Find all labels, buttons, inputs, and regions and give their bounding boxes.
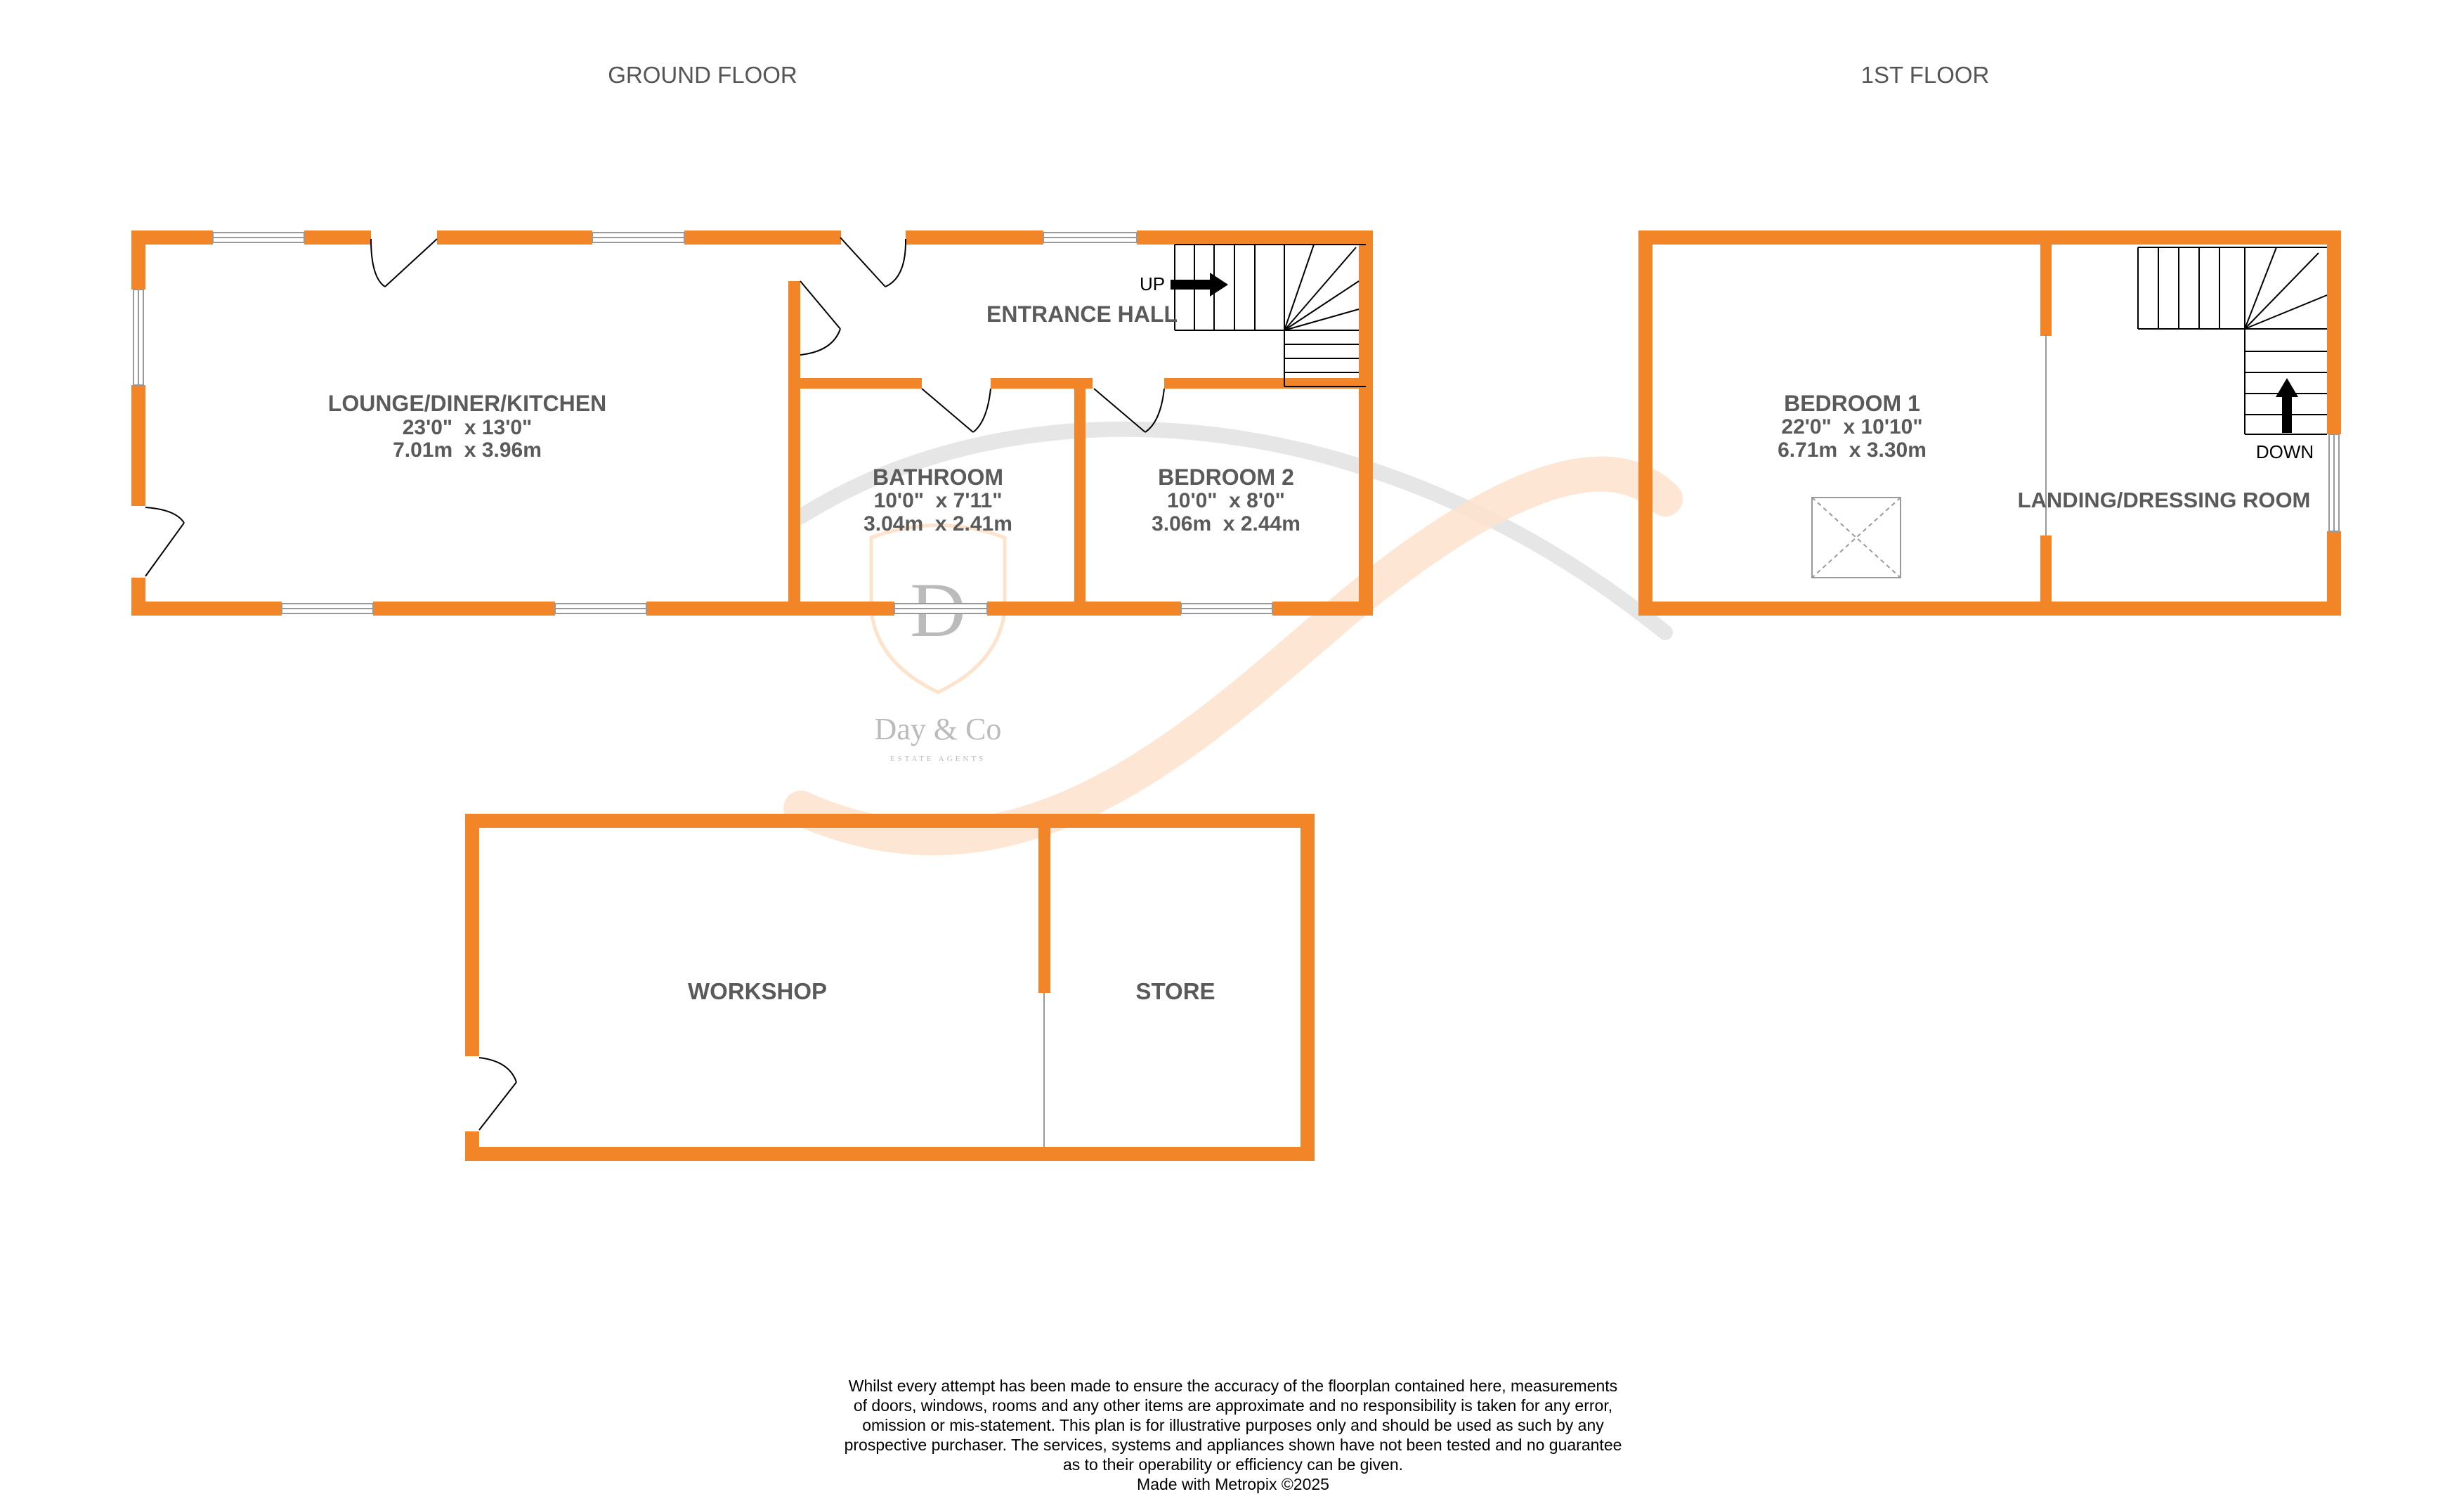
stairs-down-label: DOWN: [2255, 441, 2314, 462]
lounge-name: LOUNGE/DINER/KITCHEN: [327, 391, 607, 416]
first-floor-title: 1ST FLOOR: [1860, 62, 1990, 88]
staircase-first: [2138, 247, 2327, 434]
disclaimer-line: of doors, windows, rooms and any other items are approximate and no responsibility is taken for any error,: [853, 1396, 1613, 1415]
stairs-down-arrow-icon: [2276, 378, 2298, 433]
bedroom-2-imperial: 10'0" x 8'0": [1167, 489, 1285, 512]
bedroom-2-metric: 3.06m x 2.44m: [1152, 512, 1301, 535]
bedroom-1-name: BEDROOM 1: [1784, 391, 1920, 416]
front-door-lounge: [371, 239, 437, 287]
landing-name: LANDING/DRESSING ROOM: [2017, 488, 2311, 512]
first-floor-windows: [2329, 434, 2339, 531]
staircase-ground: [1175, 245, 1366, 387]
stairs-up-label: UP: [1140, 273, 1166, 294]
disclaimer-line: as to their operability or efficiency can be given.: [1062, 1455, 1404, 1474]
door-entrance-hall: [840, 238, 906, 287]
workshop-name: WORKSHOP: [688, 978, 827, 1004]
bathroom-metric: 3.04m x 2.41m: [863, 512, 1012, 535]
stairs-up-arrow-icon: [1171, 273, 1228, 297]
disclaimer-line: omission or mis-statement. This plan is for illustrative purposes only and should be used as such by any: [862, 1416, 1604, 1434]
watermark-tagline: ESTATE AGENTS: [889, 755, 986, 763]
lounge-metric: 7.01m x 3.96m: [393, 439, 542, 462]
skylight-icon: [1812, 498, 1901, 578]
entrance-hall-name: ENTRANCE HALL: [986, 301, 1178, 327]
door-lounge-to-hall: [800, 281, 840, 355]
bedroom-2-name: BEDROOM 2: [1158, 465, 1294, 490]
ground-floor-title: GROUND FLOOR: [608, 62, 797, 88]
door-bathroom: [922, 389, 991, 432]
bedroom-1-metric: 6.71m x 3.30m: [1778, 439, 1927, 462]
disclaimer-line: Whilst every attempt has been made to ensure the accuracy of the floorplan contained here, measurements: [848, 1377, 1618, 1395]
watermark-brand: Day & Co: [874, 712, 1002, 746]
store-name: STORE: [1135, 978, 1215, 1004]
disclaimer-line: prospective purchaser. The services, systems and appliances shown have not been tested and no guarantee: [844, 1436, 1622, 1454]
lounge-imperial: 23'0" x 13'0": [402, 416, 533, 439]
door-lounge-side: [145, 507, 184, 576]
first-floor-walls: [1638, 230, 2341, 616]
bathroom-imperial: 10'0" x 7'11": [873, 489, 1003, 512]
door-workshop: [479, 1058, 516, 1130]
bathroom-name: BATHROOM: [872, 465, 1004, 490]
disclaimer-credit: Made with Metropix ©2025: [1137, 1475, 1329, 1493]
disclaimer: [794, 1376, 1672, 1494]
bedroom-1-imperial: 22'0" x 10'10": [1781, 415, 1923, 439]
